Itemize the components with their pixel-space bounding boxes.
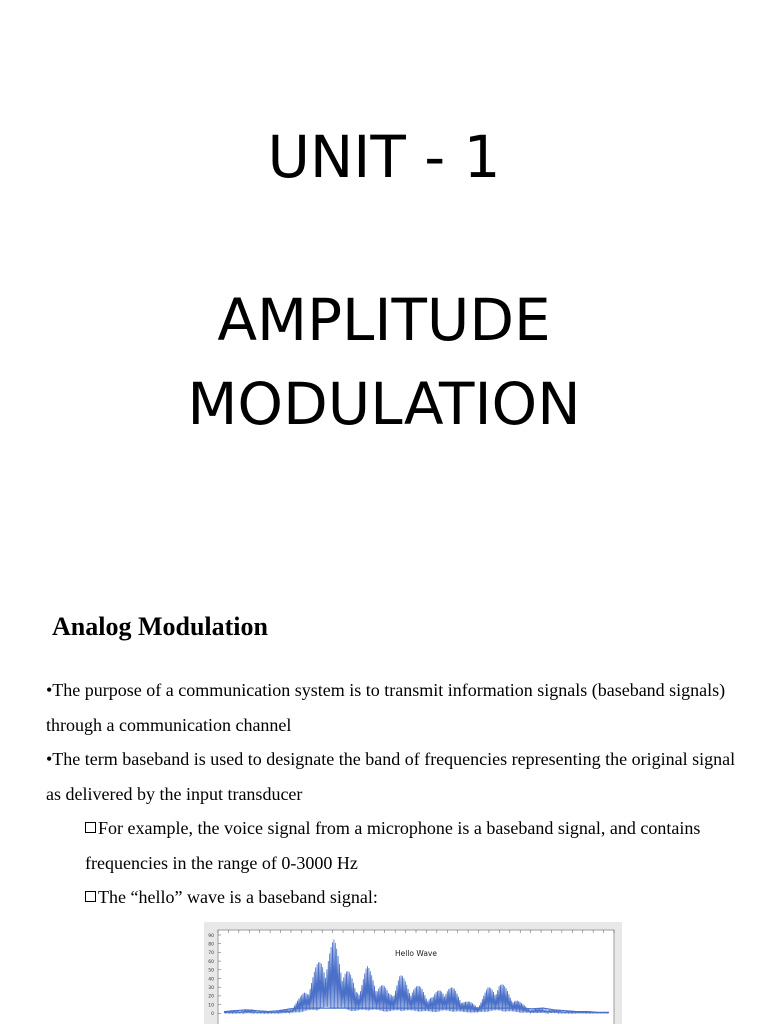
bullet-paragraph: •The term baseband is used to designate the band of frequencies representing the original signal as delivered by the input transducer bbox=[46, 749, 736, 804]
box-bullet-icon bbox=[85, 822, 96, 833]
section-heading: Analog Modulation bbox=[52, 612, 268, 641]
sub-bullet-text: For example, the voice signal from a microphone is a baseband signal, and contains frequencies in the range of 0-3000 Hz bbox=[85, 818, 701, 873]
chart-title: Hello Wave bbox=[395, 949, 437, 958]
y-tick-label: 70 bbox=[208, 951, 214, 957]
y-tick-label: 60 bbox=[208, 959, 214, 965]
y-tick-label: 80 bbox=[208, 942, 214, 948]
sub-bullet bbox=[85, 880, 745, 915]
unit-title: UNIT - 1 bbox=[267, 123, 501, 191]
y-tick-label: 50 bbox=[208, 968, 214, 974]
hello-wave-svg bbox=[204, 922, 622, 1024]
y-tick-label: 20 bbox=[208, 994, 214, 1000]
y-tick-label: 90 bbox=[208, 933, 214, 939]
y-tick-label: 30 bbox=[208, 986, 214, 991]
topic-title-line-1: AMPLITUDE bbox=[217, 286, 551, 354]
y-tick-label: 0 bbox=[211, 1012, 214, 1018]
topic-title bbox=[0, 278, 768, 446]
y-tick-label: 10 bbox=[208, 1003, 214, 1009]
sub-bullet-text: The “hello” wave is a baseband signal: bbox=[98, 887, 378, 907]
box-bullet-icon bbox=[85, 891, 96, 902]
topic-title-line-2: MODULATION bbox=[187, 370, 581, 438]
hello-wave-chart bbox=[204, 922, 622, 1024]
bullet-paragraph: •The purpose of a communication system is to transmit information signals (baseband signals) through a communication channel bbox=[46, 680, 726, 735]
sub-bullet bbox=[85, 811, 745, 880]
y-tick-label: 40 bbox=[208, 977, 214, 983]
